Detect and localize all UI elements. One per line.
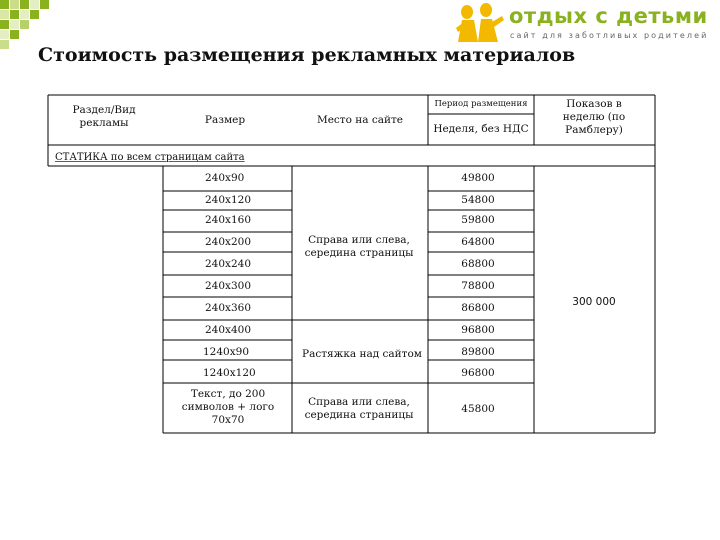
header-section: Раздел/Вид рекламы [72, 104, 136, 130]
logo-name: отдых с детьми [509, 4, 708, 28]
size-cell: 1240x120 [203, 367, 256, 379]
header-impressions: Показов в неделю (по Рамблеру) [562, 98, 626, 137]
size-cell: 240x160 [205, 214, 252, 226]
header-period: Период размещения [434, 99, 528, 109]
header-week-price: Неделя, без НДС [433, 123, 529, 135]
logo-tagline: сайт для заботливых родителей [510, 31, 709, 40]
price-cell: 96800 [461, 367, 495, 379]
place-cell: Растяжка над сайтом [302, 348, 422, 360]
place-cell: Справа или слева, середина страницы [304, 396, 414, 422]
price-cell: 64800 [461, 236, 495, 248]
price-cell: 45800 [461, 403, 495, 415]
size-cell: Текст, до 200 символов + лого 70x70 [181, 388, 275, 427]
price-cell: 54800 [461, 194, 495, 206]
size-cell: 240x360 [205, 302, 252, 314]
size-cell: 240x90 [205, 172, 245, 184]
price-cell: 78800 [461, 280, 495, 292]
size-cell: 240x400 [205, 324, 252, 336]
size-cell: 1240x90 [203, 346, 250, 358]
price-cell: 68800 [461, 258, 495, 270]
price-cell: 86800 [461, 302, 495, 314]
size-cell: 240x120 [205, 194, 252, 206]
header-place: Место на сайте [316, 114, 404, 126]
place-cell: Справа или слева, середина страницы [304, 234, 414, 260]
size-cell: 240x300 [205, 280, 252, 292]
impressions-value: 300 000 [572, 296, 616, 308]
page-title: Стоимость размещения рекламных материалов [38, 44, 576, 66]
size-cell: 240x200 [205, 236, 252, 248]
size-cell: 240x240 [205, 258, 252, 270]
price-cell: 49800 [461, 172, 495, 184]
price-cell: 96800 [461, 324, 495, 336]
header-size: Размер [204, 114, 246, 126]
section-static-label: СТАТИКА по всем страницам сайта [55, 152, 245, 163]
price-cell: 89800 [461, 346, 495, 358]
price-cell: 59800 [461, 214, 495, 226]
